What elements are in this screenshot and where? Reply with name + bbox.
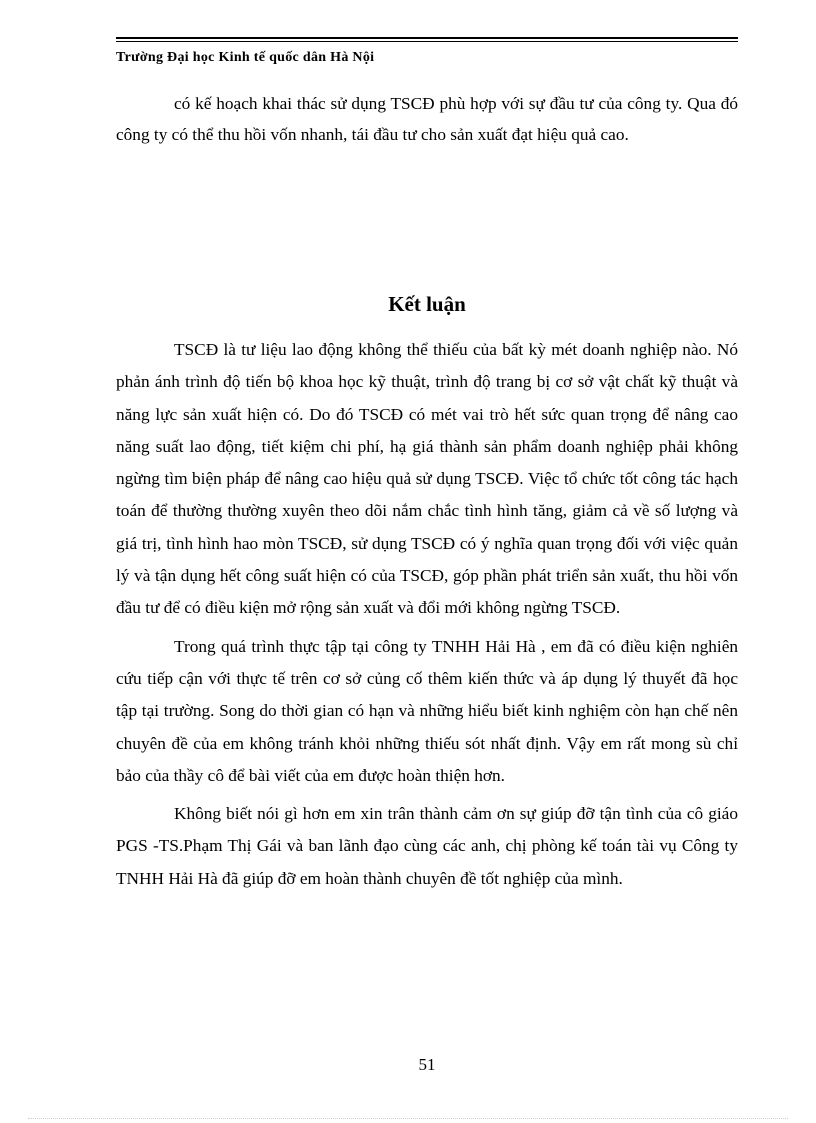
conclusion-paragraph-1: TSCĐ là tư liệu lao động không thể thiếu của bất kỳ mét doanh nghiệp nào. Nó phản ánh trình độ tiến bộ khoa học kỹ thuật, trình độ trang bị cơ sở vật chất kỹ thuật và năng lực sản xuất hiện có. Do đó TSCĐ có mét vai trò hết sức quan trọng để nâng cao năng suất lao động, tiết kiệm chi phí, hạ giá thành sản phẩm doanh nghiệp phải không ngừng tìm biện pháp để nâng cao hiệu quả sử dụng TSCĐ. Việc tổ chức tốt công tác hạch toán để thường thường xuyên theo dõi nắm chắc tình hình tăng, giảm cả về số lượng và giá trị, tình hình hao mòn TSCĐ, sử dụng TSCĐ có ý nghĩa quan trọng đối với việc quản lý và tận dụng hết công suất hiện có của TSCĐ, góp phần phát triển sản xuất, thu hồi vốn đầu tư để có điều kiện mở rộng sản xuất và đổi mới không ngừng TSCĐ. — [116, 340, 738, 618]
intro-section — [116, 88, 738, 150]
page-number: 51 — [418, 1055, 436, 1074]
header-rule-top — [116, 37, 738, 39]
conclusion-title: Kết luận — [388, 292, 466, 316]
intro-paragraph: có kế hoạch khai thác sử dụng TSCĐ phù hợp với sự đầu tư của công ty. Qua đó công ty có thể thu hồi vốn nhanh, tái đầu tư cho sản xuất đạt hiệu quả cao. — [116, 94, 738, 144]
running-header: Trường Đại học Kinh tế quốc dân Hà Nội — [116, 50, 375, 65]
footer-rule — [28, 1118, 788, 1119]
header-rule-bottom — [116, 41, 738, 42]
conclusion-paragraph-2: Trong quá trình thực tập tại công ty TNHH Hải Hà , em đã có điều kiện nghiên cứu tiếp cận với thực tế trên cơ sở củng cố thêm kiến thức và áp dụng lý thuyết đã học tập tại trường. Song do thời gian có hạn và những hiểu biết kinh nghiệm còn hạn chế nên chuyên đề của em không tránh khỏi những thiếu sót nhất định. Vậy em rất mong sù chỉ bảo của thầy cô để bài viết của em được hoàn thiện hơn. — [116, 636, 738, 785]
conclusion-body — [116, 334, 738, 901]
conclusion-paragraph-3: Không biết nói gì hơn em xin trân thành cảm ơn sự giúp đỡ tận tình của cô giáo PGS -TS.Phạm Thị Gái và ban lãnh đạo cùng các anh, chị phòng kế toán tài vụ Công ty TNHH Hải Hà đã giúp đỡ em hoàn thành chuyên đề tốt nghiệp của mình. — [116, 804, 738, 888]
